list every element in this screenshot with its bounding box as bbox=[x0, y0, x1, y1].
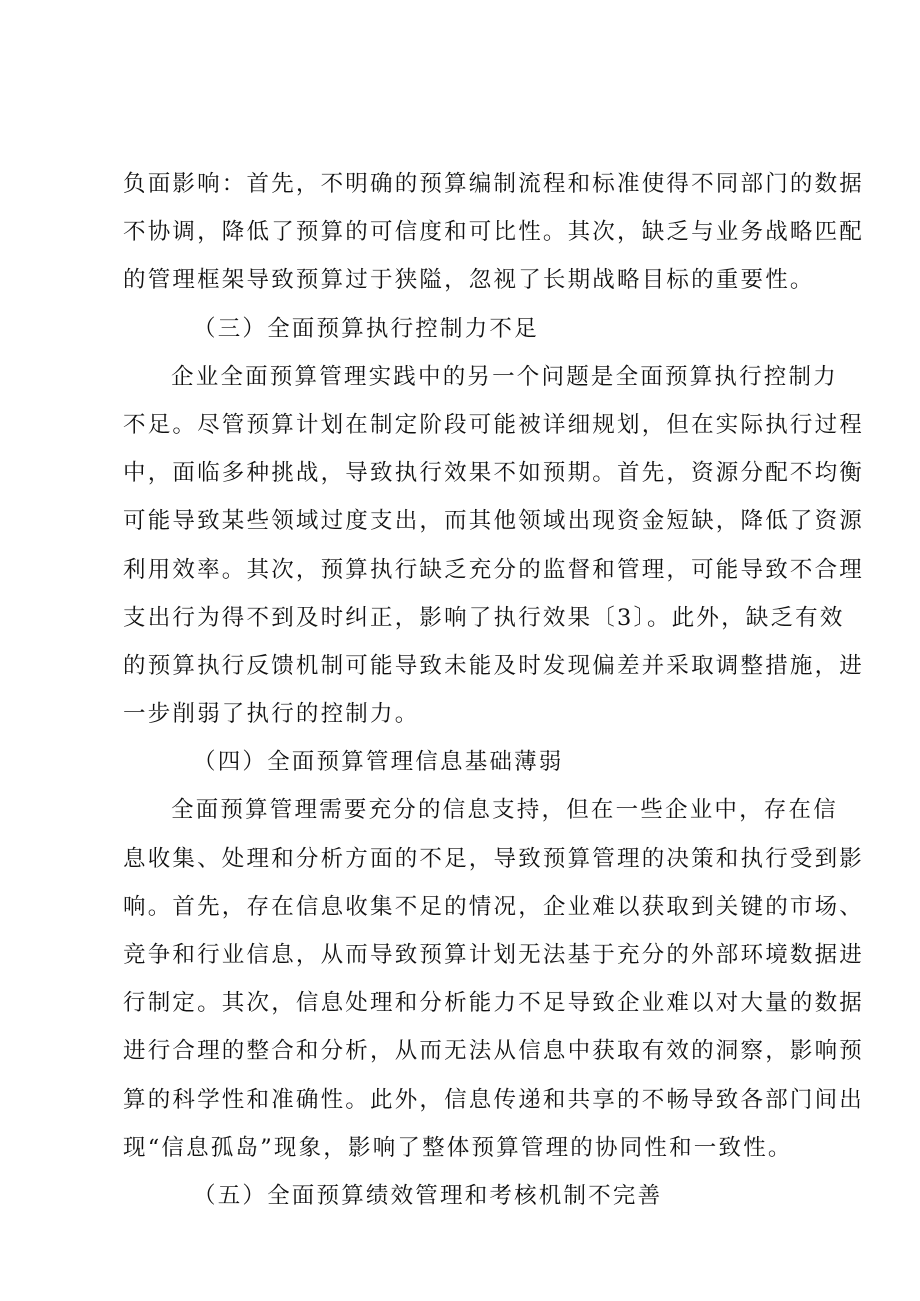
text-line: 一步削弱了执行的控制力。 bbox=[123, 701, 420, 728]
section-heading bbox=[123, 1172, 813, 1220]
heading-text: （五）全面预算绩效管理和考核机制不完善 bbox=[193, 1182, 663, 1209]
text-line: 算的科学性和准确性。此外，信息传递和共享的不畅导致各部门间出 bbox=[123, 1086, 865, 1113]
heading-text: （四）全面预算管理信息基础薄弱 bbox=[193, 749, 564, 776]
text-line: 的预算执行反馈机制可能导致未能及时发现偏差并采取调整措施，进 bbox=[123, 652, 865, 679]
text-line: 利用效率。其次，预算执行缺乏充分的监督和管理，可能导致不合理 bbox=[123, 556, 865, 583]
text-line: 息收集、处理和分析方面的不足，导致预算管理的决策和执行受到影 bbox=[123, 845, 865, 872]
paragraph bbox=[123, 353, 865, 739]
paragraph bbox=[123, 786, 865, 1172]
section-heading bbox=[123, 305, 813, 353]
text-line: 竞争和行业信息，从而导致预算计划无法基于充分的外部环境数据进 bbox=[123, 942, 865, 968]
text-line: 行制定。其次，信息处理和分析能力不足导致企业难以对大量的数据 bbox=[123, 990, 865, 1017]
text-line: 企业全面预算管理实践中的另一个问题是全面预算执行控制力 bbox=[171, 363, 838, 390]
heading-text: （三）全面预算执行控制力不足 bbox=[193, 315, 539, 342]
text-line: 进行合理的整合和分析，从而无法从信息中获取有效的洞察，影响预 bbox=[123, 1038, 865, 1065]
text-line: 不协调，降低了预算的可信度和可比性。其次，缺乏与业务战略匹配 bbox=[123, 219, 865, 246]
text-line: 不足。尽管预算计划在制定阶段可能被详细规划，但在实际执行过程 bbox=[123, 411, 865, 438]
text-line: 中，面临多种挑战，导致执行效果不如预期。首先，资源分配不均衡 bbox=[123, 460, 865, 487]
text-line: 响。首先，存在信息收集不足的情况，企业难以获取到关键的市场、 bbox=[123, 893, 865, 920]
section-heading bbox=[123, 738, 813, 786]
text-line: 的管理框架导致预算过于狭隘，忽视了长期战略目标的重要性。 bbox=[123, 267, 815, 294]
text-line: 现“信息孤岛”现象，影响了整体预算管理的协同性和一致性。 bbox=[123, 1134, 793, 1161]
paragraph bbox=[123, 160, 865, 305]
text-line: 全面预算管理需要充分的信息支持，但在一些企业中，存在信 bbox=[171, 797, 838, 824]
text-line: 负面影响：首先，不明确的预算编制流程和标准使得不同部门的数据 bbox=[123, 171, 865, 197]
document-body bbox=[123, 160, 865, 1220]
text-line: 支出行为得不到及时纠正，影响了执行效果〔3〕。此外，缺乏有效 bbox=[123, 604, 845, 631]
text-line: 可能导致某些领域过度支出，而其他领域出现资金短缺，降低了资源 bbox=[123, 508, 865, 535]
